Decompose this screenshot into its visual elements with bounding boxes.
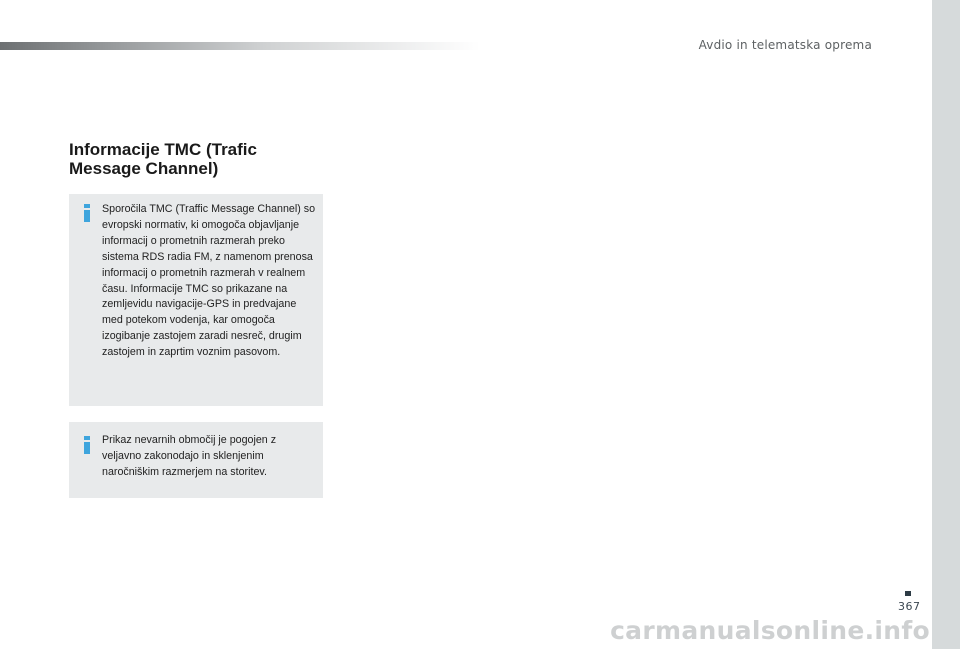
info-box-text: Prikaz nevarnih območij je pogojen z veljavno zakonodajo in sklenjenim naročniškim razmerjem na storitev.: [102, 434, 277, 478]
info-box: [69, 422, 323, 498]
watermark: carmanualsonline.info: [610, 616, 930, 645]
page-number: 367: [898, 600, 921, 613]
header-gradient-bar: [0, 42, 480, 50]
info-box-text: Sporočila TMC (Traffic Message Channel) so evropski normativ, ki omogoča objavljanje informacij o prometnih razmerah preko sistema RDS radia FM, z namenom prenosa informacij o prometnih razmerah v realnem času. Informacije TMC so prikazane na zemljevidu navigacije-GPS in predvajane med potekom vodenja, kar omogoča izogibanje zastojem zaradi nesreč, drugim zastojem in zaprtim voznim pasovom.: [102, 203, 316, 359]
side-band: [932, 0, 960, 649]
info-box: [69, 194, 323, 406]
info-icon: [84, 436, 90, 454]
page-marker: [905, 591, 911, 596]
info-icon: [84, 204, 90, 222]
chapter-title: Avdio in telematska oprema: [698, 38, 872, 52]
section-title: Informacije TMC (Trafic Message Channel): [69, 140, 257, 178]
